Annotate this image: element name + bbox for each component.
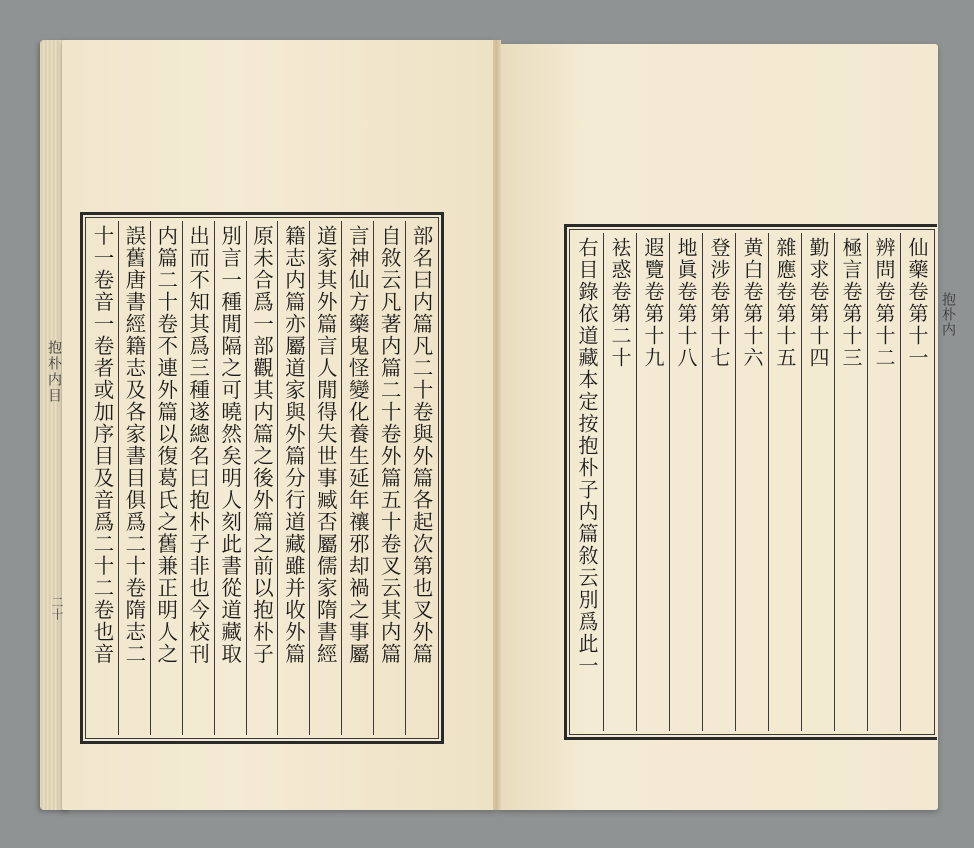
toc-note: 右目錄依道藏本定按抱朴子内篇敘云別爲此一 xyxy=(575,237,599,677)
book-gutter xyxy=(493,40,501,810)
toc-entry: 勤求卷第十四 xyxy=(801,233,834,731)
text-column: 部名曰内篇凡二十卷與外篇各起次第也叉外篇 xyxy=(405,221,437,735)
text-column: 誤舊唐書經籍志及各家書目俱爲二十卷隋志二 xyxy=(118,221,150,735)
toc-entry: 辨問卷第十二 xyxy=(867,233,900,731)
text-column: 十一卷音一卷者或加序目及音爲二十二卷也音 xyxy=(89,225,114,665)
toc-entry: 登涉卷第十七 xyxy=(702,233,735,731)
text-column: 別言一種閒隔之可曉然矣明人刻此書從道藏取 xyxy=(214,221,246,735)
toc-entry: 雜應卷第十五 xyxy=(768,233,801,731)
left-edge-title: 抱朴内目 xyxy=(46,340,62,404)
right-edge-title: 抱朴内 xyxy=(940,292,956,337)
toc-entry: 袪惑卷第二十 xyxy=(603,233,636,731)
toc-entry: 仙藥卷第十一 xyxy=(900,233,933,731)
left-columns xyxy=(87,221,437,735)
toc-entry: 極言卷第十三 xyxy=(834,233,867,731)
toc-entry: 遐覽卷第十九 xyxy=(636,233,669,731)
text-column: 内篇二十卷不連外篇以復葛氏之舊兼正明人之 xyxy=(150,221,182,735)
text-column: 自敘云凡著内篇二十卷外篇五十卷叉云其内篇 xyxy=(373,221,405,735)
text-column: 道家其外篇言人閒得失世事臧否屬儒家隋書經 xyxy=(309,221,341,735)
text-column: 言神仙方藥鬼怪變化養生延年禳邪却禍之事屬 xyxy=(341,221,373,735)
right-text-frame xyxy=(564,224,937,740)
left-text-frame xyxy=(80,212,444,744)
toc-entry: 黄白卷第十六 xyxy=(735,233,768,731)
toc-entry: 地眞卷第十八 xyxy=(669,233,702,731)
text-column: 籍志内篇亦屬道家與外篇分行道藏雖并收外篇 xyxy=(277,221,309,735)
text-column: 出而不知其爲三種遂總名曰抱朴子非也今校刊 xyxy=(182,221,214,735)
text-column: 原未合爲一部觀其内篇之後外篇之前以抱朴子 xyxy=(246,221,278,735)
left-edge-number: 二十 xyxy=(50,596,64,620)
right-columns xyxy=(571,233,933,731)
